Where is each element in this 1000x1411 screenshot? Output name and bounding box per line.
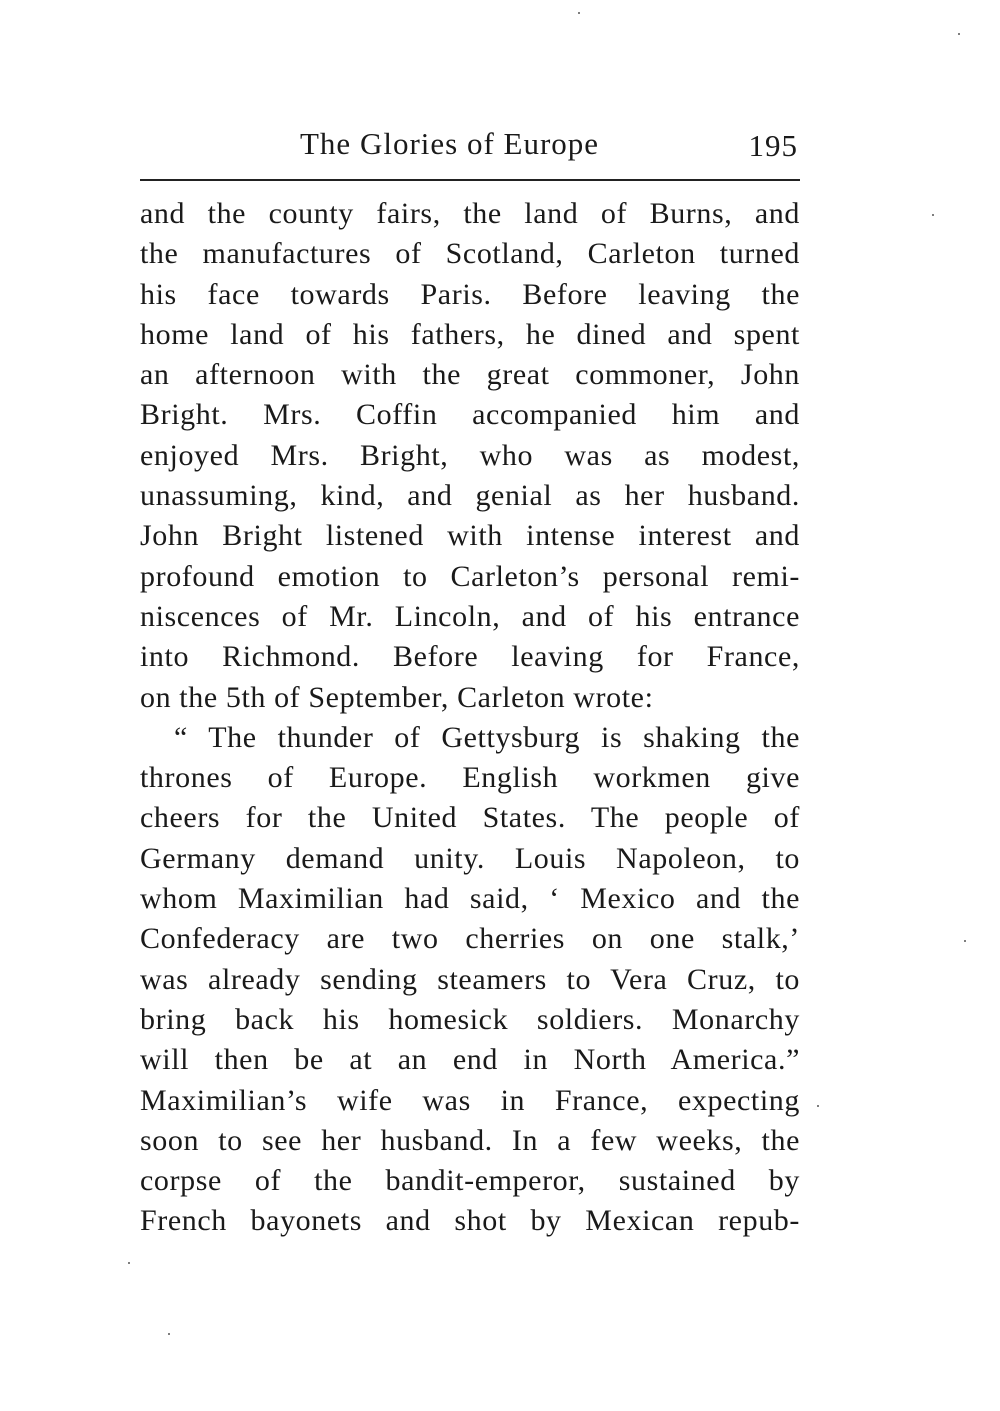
text-line: into Richmond. Before leaving for France, [140, 640, 800, 674]
scan-speck [128, 1262, 130, 1264]
text-line: thrones of Europe. English workmen give [140, 761, 800, 795]
text-line: Maximilian’s wife was in France, expecting [140, 1083, 800, 1117]
text-line: and the county fairs, the land of Burns, and [140, 197, 800, 230]
running-title: The Glories of Europe [300, 126, 600, 161]
text-line: Bright. Mrs. Coffin accompanied him and [140, 398, 800, 432]
text-line: his face towards Paris. Before leaving the [140, 277, 800, 311]
text-line: home land of his fathers, he dined and spent [140, 317, 800, 351]
page-header [140, 118, 800, 178]
scan-speck [958, 33, 960, 35]
text-line: whom Maximilian had said, ‘ Mexico and the [140, 882, 800, 916]
body-text [140, 194, 800, 1242]
paragraph-end-line: on the 5th of September, Carleton wrote: [140, 680, 654, 714]
text-line: corpse of the bandit-emperor, sustained by [140, 1164, 800, 1198]
text-line: niscences of Mr. Lincoln, and of his entrance [140, 599, 800, 633]
text-line: Confederacy are two cherries on one stalk,’ [140, 922, 800, 956]
page-number: 195 [748, 128, 798, 163]
text-line: French bayonets and shot by Mexican repub- [140, 1204, 800, 1238]
scan-speck [578, 12, 580, 14]
text-line: the manufactures of Scotland, Carleton turned [140, 237, 800, 271]
scan-speck [168, 1333, 170, 1335]
paragraph-start-line: “ The thunder of Gettysburg is shaking the [174, 720, 800, 754]
scan-speck [817, 1105, 819, 1107]
text-line: cheers for the United States. The people of [140, 801, 800, 835]
text-line: profound emotion to Carleton’s personal remi- [140, 559, 800, 593]
text-line: bring back his homesick soldiers. Monarchy [140, 1002, 800, 1036]
text-line: John Bright listened with intense interest and [140, 519, 800, 553]
text-line: was already sending steamers to Vera Cruz, to [140, 962, 800, 996]
text-line: unassuming, kind, and genial as her husband. [140, 479, 800, 513]
scan-speck [964, 940, 966, 942]
text-line: will then be at an end in North America.” [140, 1043, 800, 1077]
text-line: enjoyed Mrs. Bright, who was as modest, [140, 438, 800, 472]
text-line: Germany demand unity. Louis Napoleon, to [140, 841, 800, 875]
text-line: soon to see her husband. In a few weeks, the [140, 1123, 800, 1157]
header-rule [140, 179, 800, 181]
scan-speck [932, 214, 934, 216]
text-line: an afternoon with the great commoner, John [140, 358, 800, 392]
